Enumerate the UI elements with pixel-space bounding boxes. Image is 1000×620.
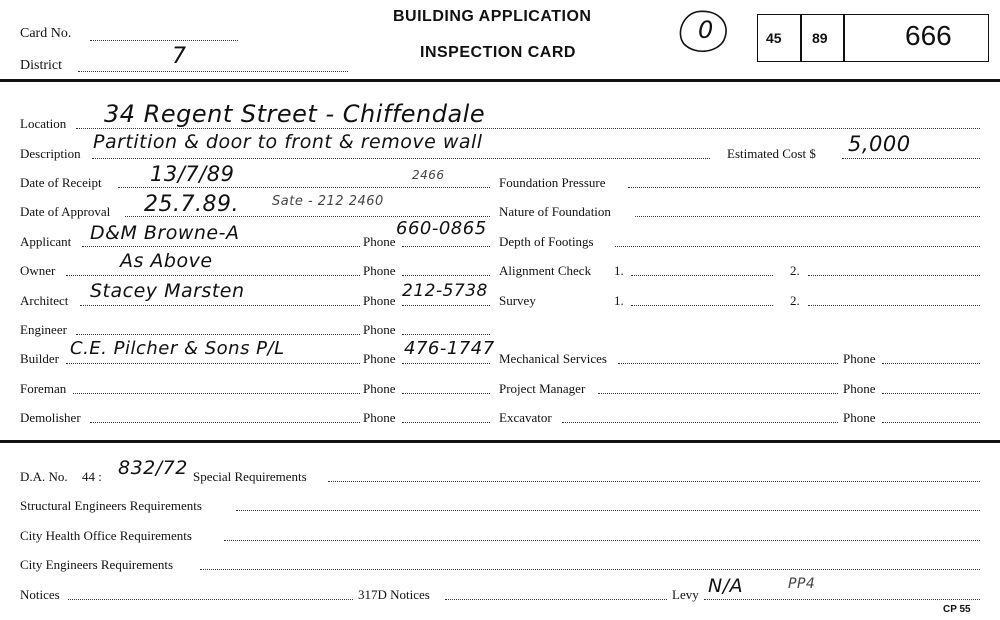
survey-field-1[interactable]: [631, 305, 773, 306]
depth-of-footings-field[interactable]: [615, 246, 980, 247]
builder-phone-field[interactable]: [402, 363, 490, 364]
nature-of-foundation-field[interactable]: [635, 216, 980, 217]
date-of-approval-value: 25.7.89.: [144, 192, 239, 217]
levy-field[interactable]: [704, 599, 980, 600]
applicant-phone-value: 660-0865: [396, 218, 487, 239]
applicant-field[interactable]: [82, 246, 360, 247]
mechanical-services-field[interactable]: [618, 363, 838, 364]
ref-a: 45: [766, 30, 782, 46]
owner-value: As Above: [120, 250, 213, 272]
alignment-check-num-1: 1.: [614, 263, 624, 278]
description-label: Description: [20, 146, 81, 161]
project-manager-phone-field[interactable]: [882, 393, 980, 394]
circled-mark: [676, 8, 734, 56]
foreman-label: Foreman: [20, 381, 67, 396]
engineer-field[interactable]: [76, 334, 360, 335]
location-field[interactable]: [76, 128, 980, 129]
title-line-1: BUILDING APPLICATION: [393, 8, 592, 25]
alignment-check-num-2: 2.: [790, 263, 800, 278]
district-field[interactable]: [78, 71, 348, 72]
ref-b: 89: [812, 30, 828, 46]
notices-317d-label: 317D Notices: [358, 587, 430, 602]
excavator-phone-label: Phone: [843, 410, 876, 425]
alignment-check-field-2[interactable]: [808, 275, 980, 276]
location-value: 34 Regent Street - Chiffendale: [104, 100, 486, 128]
applicant-label: Applicant: [20, 234, 72, 249]
district-label: District: [20, 58, 62, 73]
levy-note: PP4: [788, 576, 816, 592]
special-requirements-field[interactable]: [328, 481, 980, 482]
builder-phone-label: Phone: [363, 351, 396, 366]
excavator-label: Excavator: [499, 410, 552, 425]
project-manager-label: Project Manager: [499, 381, 586, 396]
applicant-phone-label: Phone: [363, 234, 396, 249]
description-field[interactable]: [92, 158, 710, 159]
demolisher-field[interactable]: [90, 422, 360, 423]
ref-number: 666: [905, 20, 952, 51]
estimated-cost-value: 5,000: [848, 132, 911, 156]
engineer-label: Engineer: [20, 322, 67, 337]
levy-value: N/A: [708, 575, 744, 597]
approval-note: Sate - 212 2460: [272, 194, 384, 209]
estimated-cost-label: Estimated Cost $: [727, 146, 816, 161]
architect-phone-field[interactable]: [402, 305, 490, 306]
builder-label: Builder: [20, 351, 59, 366]
survey-label: Survey: [499, 293, 536, 308]
excavator-phone-field[interactable]: [882, 422, 980, 423]
engineer-phone-label: Phone: [363, 322, 396, 337]
circled-mark-value: 0: [698, 16, 714, 44]
city-engineers-label: City Engineers Requirements: [20, 557, 174, 572]
architect-phone-label: Phone: [363, 293, 396, 308]
estimated-cost-field[interactable]: [842, 158, 980, 159]
builder-field[interactable]: [66, 363, 360, 364]
date-of-approval-label: Date of Approval: [20, 204, 111, 219]
location-label: Location: [20, 116, 67, 131]
section-rule: [0, 440, 1000, 443]
da-prefix: 44 :: [82, 469, 102, 484]
architect-value: Stacey Marsten: [90, 280, 245, 302]
mechanical-services-label: Mechanical Services: [499, 351, 607, 366]
survey-num-1: 1.: [614, 293, 624, 308]
survey-field-2[interactable]: [808, 305, 980, 306]
date-of-receipt-field[interactable]: [118, 187, 490, 188]
builder-value: C.E. Pilcher & Sons P/L: [70, 338, 285, 359]
mechanical-services-phone-field[interactable]: [882, 363, 980, 364]
alignment-check-label: Alignment Check: [499, 263, 592, 278]
foreman-phone-label: Phone: [363, 381, 396, 396]
structural-engineers-field[interactable]: [236, 510, 980, 511]
da-no-label: D.A. No.: [20, 469, 68, 484]
owner-field[interactable]: [66, 275, 360, 276]
levy-label: Levy: [672, 587, 699, 602]
title-line-2: INSPECTION CARD: [420, 44, 576, 61]
excavator-field[interactable]: [562, 422, 838, 423]
builder-phone-value: 476-1747: [404, 338, 495, 359]
date-of-receipt-label: Date of Receipt: [20, 175, 102, 190]
nature-of-foundation-label: Nature of Foundation: [499, 204, 611, 219]
engineer-phone-field[interactable]: [402, 334, 490, 335]
form-code: CP 55: [943, 604, 971, 615]
project-manager-field[interactable]: [598, 393, 838, 394]
da-value: 832/72: [118, 457, 188, 479]
card-no-field[interactable]: [90, 40, 238, 41]
notices-317d-field[interactable]: [445, 599, 667, 600]
city-health-label: City Health Office Requirements: [20, 528, 192, 543]
applicant-value: D&M Browne-A: [90, 222, 240, 244]
foreman-phone-field[interactable]: [402, 393, 490, 394]
structural-engineers-label: Structural Engineers Requirements: [20, 498, 202, 513]
owner-phone-field[interactable]: [402, 275, 490, 276]
card-no-label: Card No.: [20, 26, 72, 41]
alignment-check-field-1[interactable]: [631, 275, 773, 276]
architect-phone-value: 212-5738: [402, 281, 488, 301]
architect-field[interactable]: [80, 305, 360, 306]
demolisher-label: Demolisher: [20, 410, 81, 425]
ref-divider-1: [800, 14, 802, 62]
depth-of-footings-label: Depth of Footings: [499, 234, 594, 249]
city-health-field[interactable]: [224, 540, 980, 541]
foreman-field[interactable]: [73, 393, 360, 394]
receipt-note: 2466: [412, 168, 445, 182]
special-requirements-label: Special Requirements: [193, 469, 307, 484]
demolisher-phone-field[interactable]: [402, 422, 490, 423]
foundation-pressure-field[interactable]: [628, 187, 980, 188]
date-of-receipt-value: 13/7/89: [150, 162, 235, 186]
architect-label: Architect: [20, 293, 69, 308]
city-engineers-field[interactable]: [200, 569, 980, 570]
demolisher-phone-label: Phone: [363, 410, 396, 425]
applicant-phone-field[interactable]: [402, 246, 490, 247]
description-value: Partition & door to front & remove wall: [93, 131, 483, 153]
owner-label: Owner: [20, 263, 56, 278]
owner-phone-label: Phone: [363, 263, 396, 278]
ref-divider-2: [843, 14, 845, 62]
district-value: 7: [172, 44, 187, 69]
survey-num-2: 2.: [790, 293, 800, 308]
notices-label: Notices: [20, 587, 60, 602]
header-rule: [0, 79, 1000, 82]
project-manager-phone-label: Phone: [843, 381, 876, 396]
foundation-pressure-label: Foundation Pressure: [499, 175, 606, 190]
notices-field[interactable]: [68, 599, 353, 600]
mechanical-services-phone-label: Phone: [843, 351, 876, 366]
reference-box: [757, 14, 989, 62]
